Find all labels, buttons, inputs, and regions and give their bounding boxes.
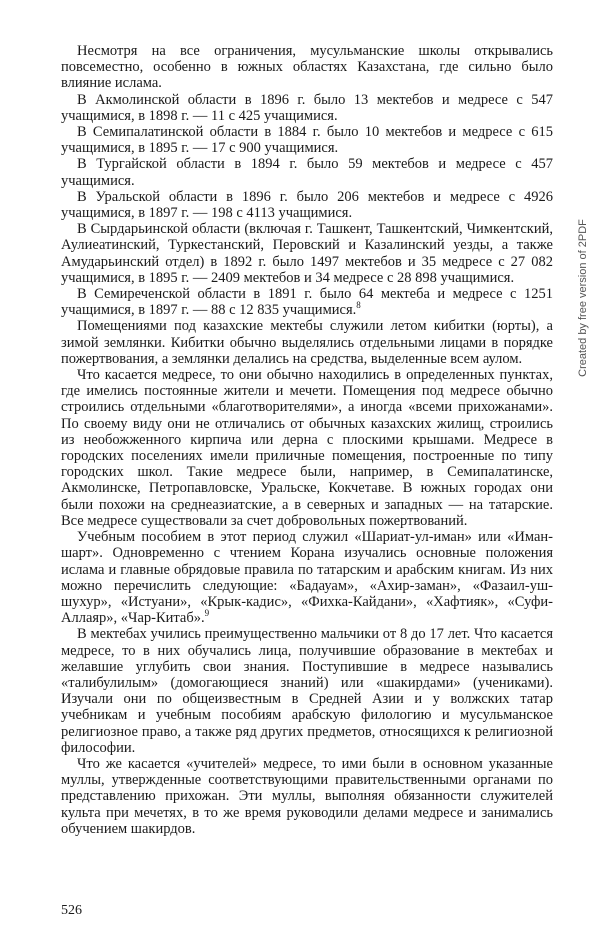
- paragraph: В Тургайской области в 1894 г. было 59 мектебов и медресе с 457 учащимися.: [61, 156, 553, 189]
- paragraph: В Уральской области в 1896 г. было 206 мектебов и медресе с 4926 учащимися, в 1897 г. — 198 с 4113 учащимися.: [61, 188, 553, 222]
- paragraph: Помещениями под казахские мектебы служили летом кибитки (юрты), а зимой землянки. Кибитки обычно выделялись отдельными лицами в порядке пожертвования, а землянки делались на средства, выделенные всем аулом.: [61, 318, 553, 367]
- paragraph: В мектебах учились преимущественно мальчики от 8 до 17 лет. Что касается медресе, то в них обучались лица, получившие образование в мектебах и желавшие углубить свои знания. Поступившие в медресе назывались «талибулилым» (домогающиеся знаний) или «шакирдами» (учениками). Изучали они по общеизвестным в Средней Азии и у волжских татар учебникам и учебным пособиям арабскую филологию и мусульманское религиозное право, а также ряд других предметов, относящихся к религиозной философии.: [61, 626, 553, 756]
- paragraph: Учебным пособием в этот период служил «Шариат-ул-иман» или «Иман-шарт». Одновременно с чтением Корана изучались основные положения ислама и главные обрядовые правила по татарским и арабским книгам. Из них можно перечислить следующие: «Бадауам», «Ахир-заман», «Фазаил-уш-шухур», «Истуани», «Крык-кадис», «Фихка-Кайдани», «Хафтияк», «Суфи-Аллаяр», «Чар-Китаб».$^9$: [61, 529, 553, 627]
- pdf-watermark: Created by free version of 2PDF: [577, 219, 589, 377]
- paragraph: В Сырдарьинской области (включая г. Ташкент, Ташкентский, Чимкентский, Аулиеатинский, Туркестанский, Перовский и Казалинский уезды, а также Амударьинский отдел) в 1892 г. было 1497 мектебов и 35 медресе с 27 082 учащимися, в 1895 г. — 2409 мектебов и 34 медресе с 28 898 учащимися.: [61, 221, 553, 286]
- paragraph: В Семиреченской области в 1891 г. было 64 мектеба и медресе с 1251 учащимися, в 1897 г. — 88 с 12 835 учащимися.$^8$: [61, 286, 553, 319]
- paragraph: Что же касается «учителей» медресе, то ими были в основном указанные муллы, утвержденные соответствующими правительственными органами по представлению прихожан. Эти муллы, выполняя обязанности служителей культа при мечетях, в то же время руководили делами медресе и занимались обучением шакирдов.: [61, 755, 553, 837]
- paragraph: В Семипалатинской области в 1884 г. было 10 мектебов и медресе с 615 учащимися, в 1895 г. — 17 с 900 учащимися.: [61, 124, 553, 157]
- footnote-ref: 8: [356, 300, 361, 311]
- footnote-ref: 9: [204, 608, 210, 619]
- body-text: [61, 43, 553, 837]
- page-number: 526: [61, 903, 82, 918]
- paragraph: Что касается медресе, то они обычно находились в определенных пунктах, где имелись постоянные жители и мечети. Помещения под медресе обычно строились отдельными «благотворителями», а иногда «всеми прихожанами». По своему виду они не отличались от обычных казахских жилищ, строились из необожженного кирпича или дерна с плоскими крышами. Медресе в городских поселениях имели приличные помещения, построенные по типу городских школ. Такие медресе были, например, в Семипалатинске, Акмолинске, Петропавловске, Уральске, Кокчетаве. В южных городах они были похожи на среднеазиатские, а в северных и западных — на татарские. Все медресе существовали за счет добровольных пожертвований.: [61, 367, 553, 529]
- paragraph: В Акмолинской области в 1896 г. было 13 мектебов и медресе с 547 учащимися, в 1898 г. — 11 с 425 учащимися.: [61, 91, 553, 124]
- paragraph: Несмотря на все ограничения, мусульманские школы открывались повсеместно, особенно в южных областях Казахстана, где сильно было влияние ислама.: [61, 43, 553, 92]
